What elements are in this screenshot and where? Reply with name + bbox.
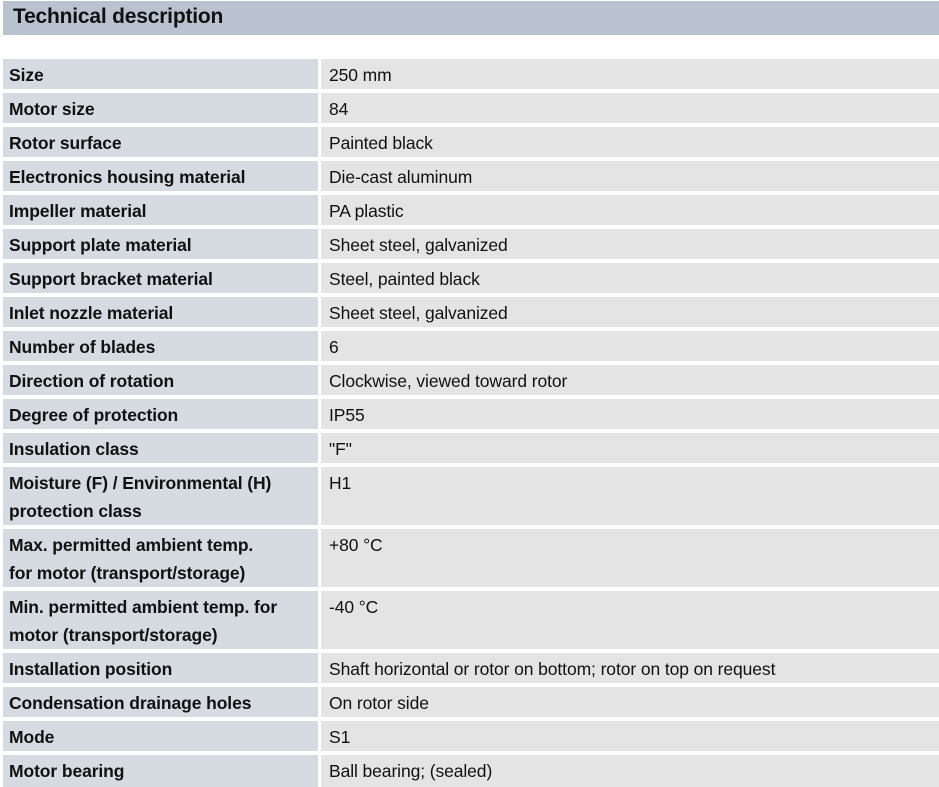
- spec-row: [3, 399, 939, 433]
- spec-label: Motor bearing: [3, 755, 321, 787]
- spec-label: Max. permitted ambient temp. for motor (transport/storage): [3, 529, 321, 591]
- spec-row: [3, 591, 939, 653]
- spec-label: Installation position: [3, 653, 321, 687]
- spec-value: 84: [321, 93, 939, 127]
- spec-value: S1: [321, 721, 939, 755]
- spec-label: Number of blades: [3, 331, 321, 365]
- spec-value: IP55: [321, 399, 939, 433]
- spec-row: [3, 127, 939, 161]
- spec-row: [3, 653, 939, 687]
- spec-row: [3, 59, 939, 93]
- spec-row: [3, 161, 939, 195]
- spec-label: Min. permitted ambient temp. for motor (transport/storage): [3, 591, 321, 653]
- spec-label: Direction of rotation: [3, 365, 321, 399]
- spec-value: On rotor side: [321, 687, 939, 721]
- technical-spec-table: [3, 59, 939, 787]
- spec-value: Ball bearing; (sealed): [321, 755, 939, 787]
- spec-label: Moisture (F) / Environmental (H) protection class: [3, 467, 321, 529]
- spec-value: Painted black: [321, 127, 939, 161]
- spec-value: Sheet steel, galvanized: [321, 229, 939, 263]
- spec-value: -40 °C: [321, 591, 939, 653]
- spec-label: Motor size: [3, 93, 321, 127]
- spec-row: [3, 433, 939, 467]
- spec-row: [3, 721, 939, 755]
- spec-value: H1: [321, 467, 939, 529]
- spec-row: [3, 365, 939, 399]
- spec-label: Impeller material: [3, 195, 321, 229]
- spec-label: Inlet nozzle material: [3, 297, 321, 331]
- section-title: Technical description: [13, 5, 224, 28]
- spec-value: +80 °C: [321, 529, 939, 591]
- spec-value: PA plastic: [321, 195, 939, 229]
- spec-value: "F": [321, 433, 939, 467]
- spec-row: [3, 687, 939, 721]
- spec-value: 250 mm: [321, 59, 939, 93]
- spec-label: Rotor surface: [3, 127, 321, 161]
- spec-label: Mode: [3, 721, 321, 755]
- spec-label: Insulation class: [3, 433, 321, 467]
- spec-row: [3, 755, 939, 787]
- spec-table-body: [3, 59, 939, 787]
- spec-row: [3, 263, 939, 297]
- section-header: [3, 1, 939, 35]
- spec-label: Electronics housing material: [3, 161, 321, 195]
- spec-label: Condensation drainage holes: [3, 687, 321, 721]
- spec-value: Clockwise, viewed toward rotor: [321, 365, 939, 399]
- spec-value: Shaft horizontal or rotor on bottom; rotor on top on request: [321, 653, 939, 687]
- spec-row: [3, 229, 939, 263]
- spec-value: Sheet steel, galvanized: [321, 297, 939, 331]
- spec-row: [3, 195, 939, 229]
- spec-value: 6: [321, 331, 939, 365]
- spec-row: [3, 529, 939, 591]
- spec-label: Degree of protection: [3, 399, 321, 433]
- spec-value: Steel, painted black: [321, 263, 939, 297]
- spec-row: [3, 93, 939, 127]
- spec-label: Support bracket material: [3, 263, 321, 297]
- spec-row: [3, 297, 939, 331]
- spec-label: Size: [3, 59, 321, 93]
- spec-row: [3, 331, 939, 365]
- spec-label: Support plate material: [3, 229, 321, 263]
- spec-row: [3, 467, 939, 529]
- spec-value: Die-cast aluminum: [321, 161, 939, 195]
